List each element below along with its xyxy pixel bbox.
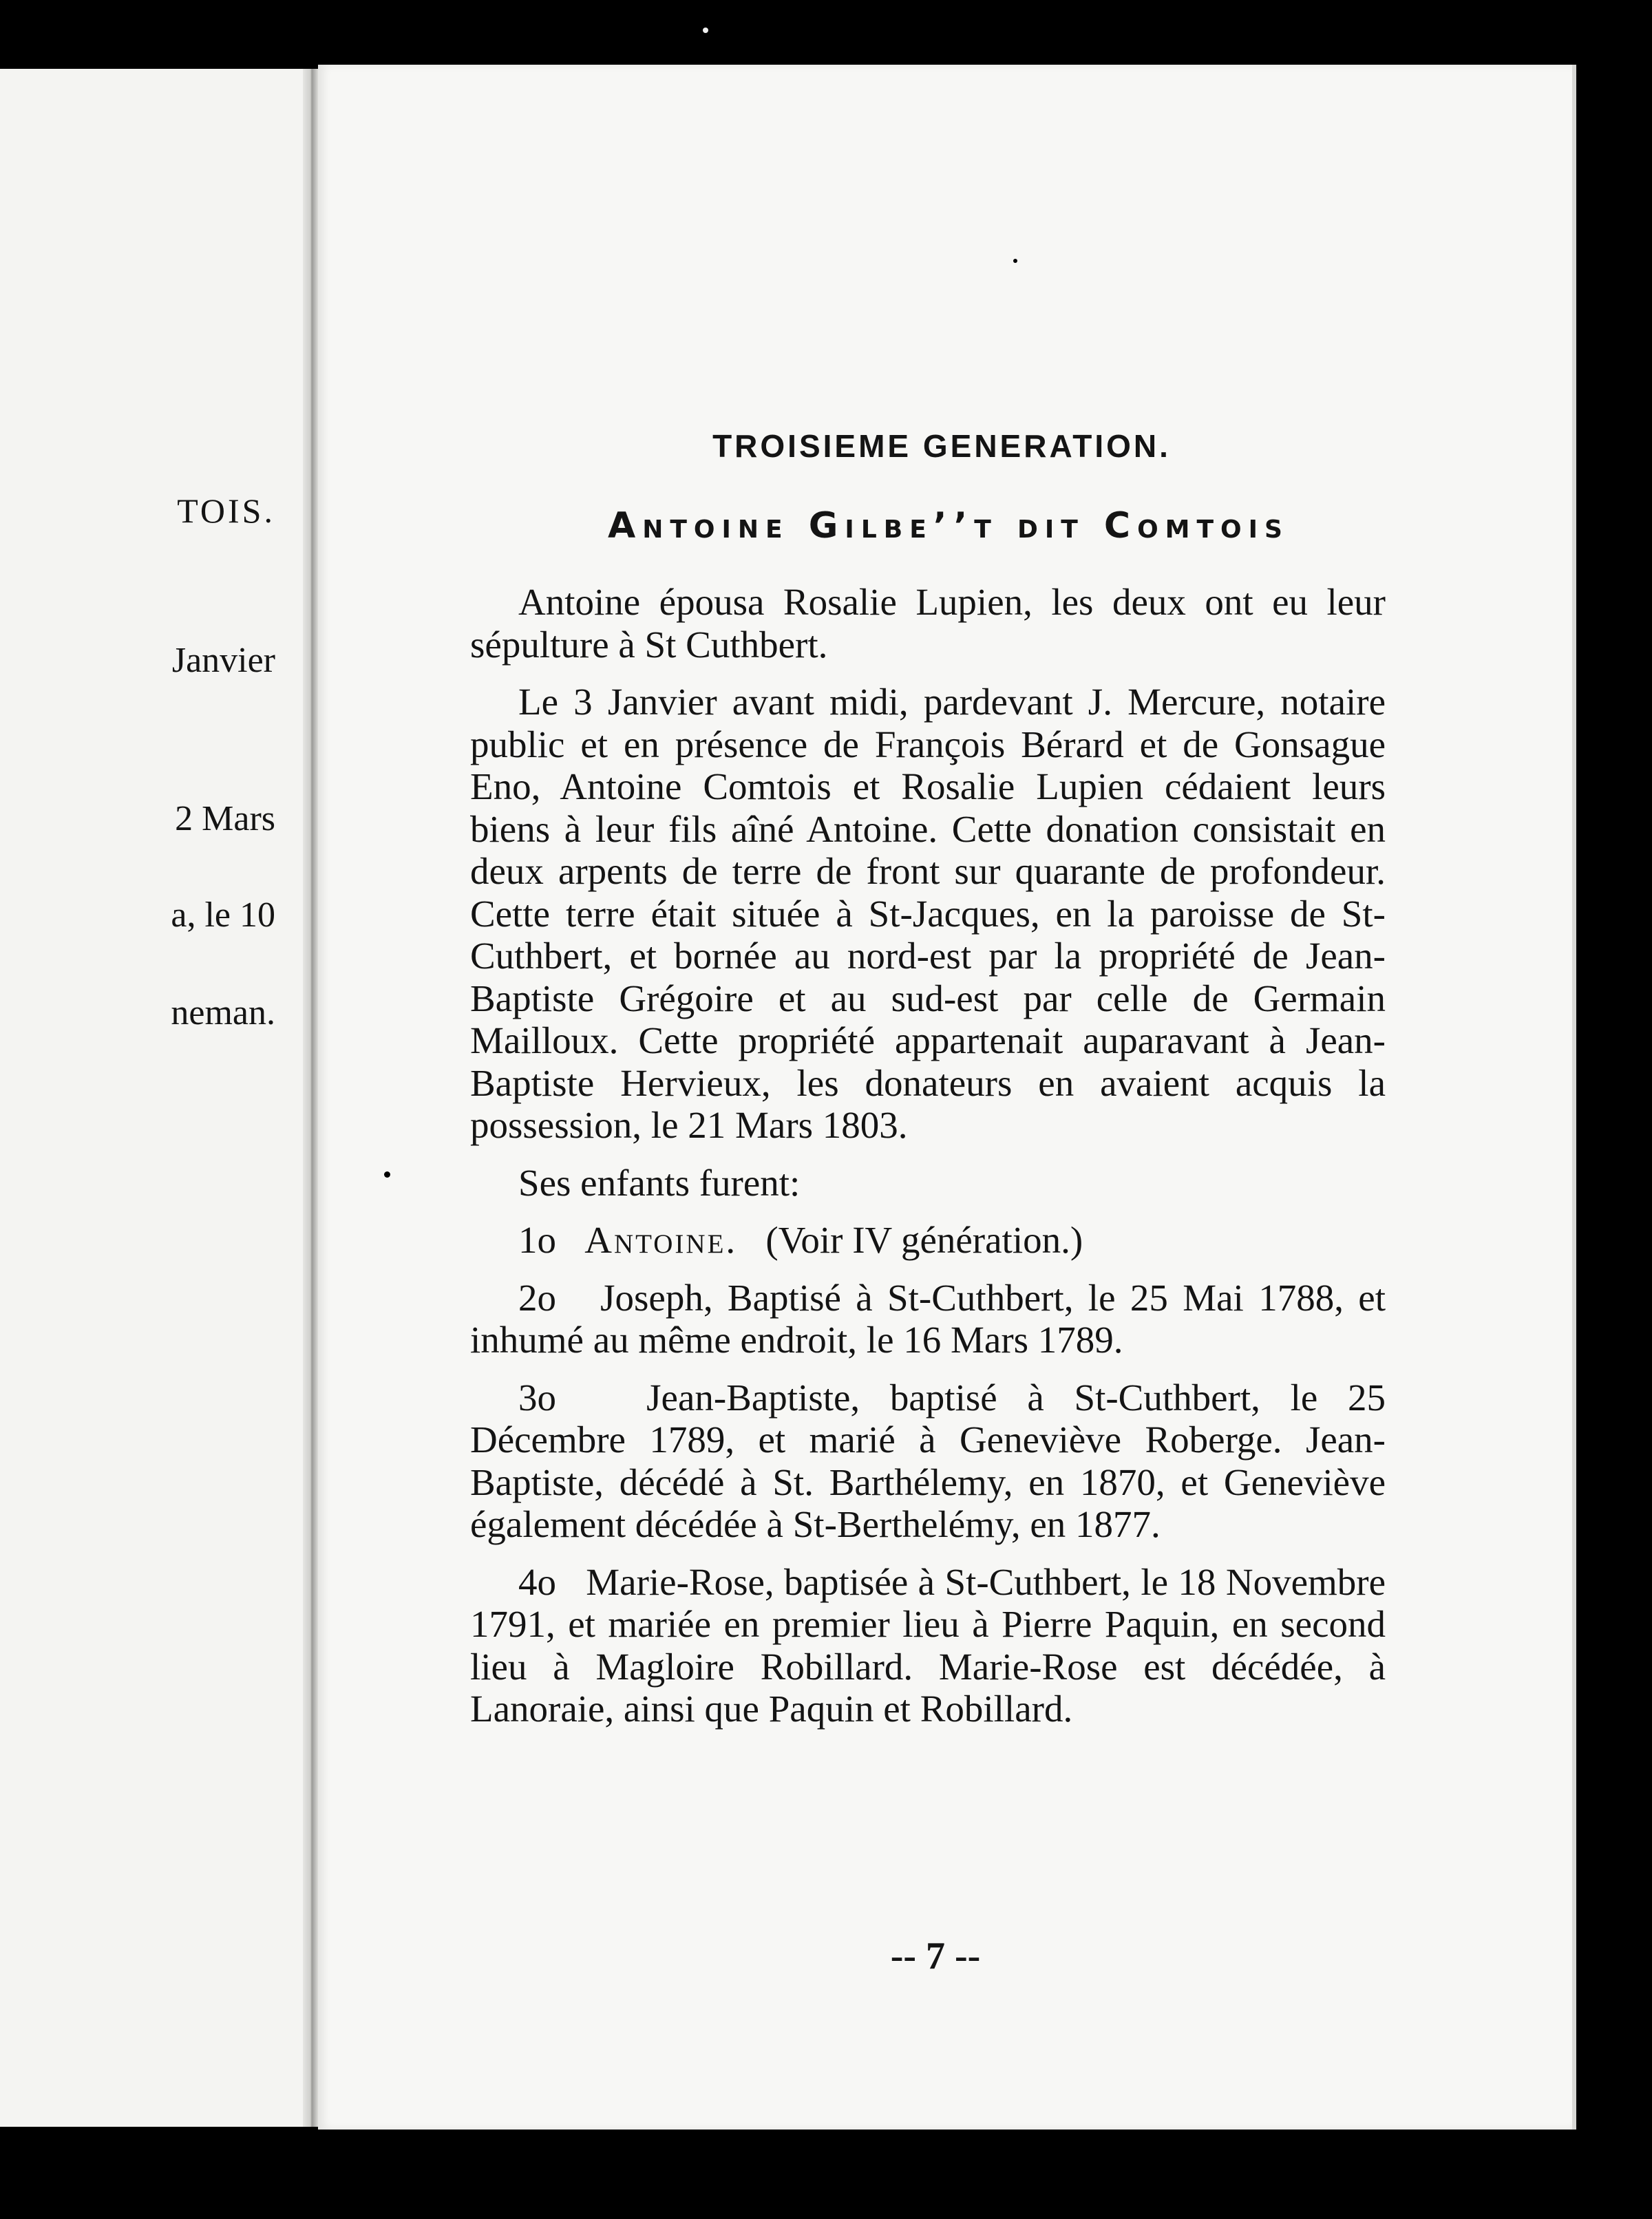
child-entry	[470, 1277, 1386, 1361]
ink-speck	[1013, 259, 1017, 263]
generation-title: TROISIEME GENERATION.	[712, 428, 1171, 464]
child-text: Jean-Baptiste, baptisé à St-Cuthbert, le 25 Décembre 1789, et marié à Geneviève Roberge. Jean-Baptiste, décédé à St. Barthélemy, en 1870, et Geneviève également décédée à St-Berthelémy, en 1877.	[470, 1376, 1386, 1545]
left-page-line: 2 Mars	[175, 799, 275, 838]
ink-speck	[703, 28, 708, 33]
person-title: Antoine Gilbe’’t dit Comtois	[608, 505, 1289, 546]
child-text: Marie-Rose, baptisée à St-Cuthbert, le 18 Novembre 1791, et mariée en premier lieu à Pierre Paquin, en second lieu à Magloire Robillard. Marie-Rose est décédée, à Lanoraie, ainsi que Paquin et Robillard.	[470, 1560, 1386, 1730]
paragraph: Ses enfants furent:	[518, 1161, 801, 1204]
page-body	[470, 427, 1386, 1745]
left-page-line: Janvier	[171, 641, 275, 680]
child-number: 4o	[518, 1560, 556, 1603]
child-text: (Voir IV génération.)	[765, 1219, 1083, 1261]
book-gutter	[303, 69, 319, 2127]
paragraph: Le 3 Janvier avant midi, pardevant J. Mercure, notaire public et en présence de François Bérard et de Gonsague Eno, Antoine Comtois et Rosalie Lupien cédaient leurs biens à leur fils aîné Antoine. Cette donation consistait en deux arpents de terre de front sur quarante de profondeur. Cette terre était située à St-Jacques, en la paroisse de St-Cuthbert, et bornée au nord-est par la propriété de Jean-Baptiste Grégoire et au sud-est par celle de Germain Mailloux. Cette propriété appartenait auparavant à Jean-Baptiste Hervieux, les donateurs en avaient acquis la possession, le 21 Mars 1803.	[470, 681, 1386, 1146]
left-page-line: neman.	[171, 993, 275, 1032]
paragraph: Antoine épousa Rosalie Lupien, les deux ont eu leur sépulture à St Cuthbert.	[470, 581, 1386, 666]
child-entry	[470, 1377, 1386, 1546]
child-number: 1o	[518, 1219, 556, 1261]
child-name: Antoine.	[584, 1219, 738, 1261]
child-number: 3o	[518, 1376, 556, 1419]
child-number: 2o	[518, 1276, 556, 1319]
page-number: -- 7 --	[890, 1935, 981, 1977]
left-page	[0, 69, 308, 2127]
child-entry	[470, 1561, 1386, 1730]
child-text: Joseph, Baptisé à St-Cuthbert, le 25 Mai 1788, et inhumé au même endroit, le 16 Mars 1789.	[470, 1276, 1386, 1361]
child-entry	[470, 1219, 1386, 1262]
left-page-line: a, le 10	[171, 895, 275, 935]
left-page-line: TOIS.	[177, 491, 275, 530]
ink-speck	[384, 1171, 390, 1178]
